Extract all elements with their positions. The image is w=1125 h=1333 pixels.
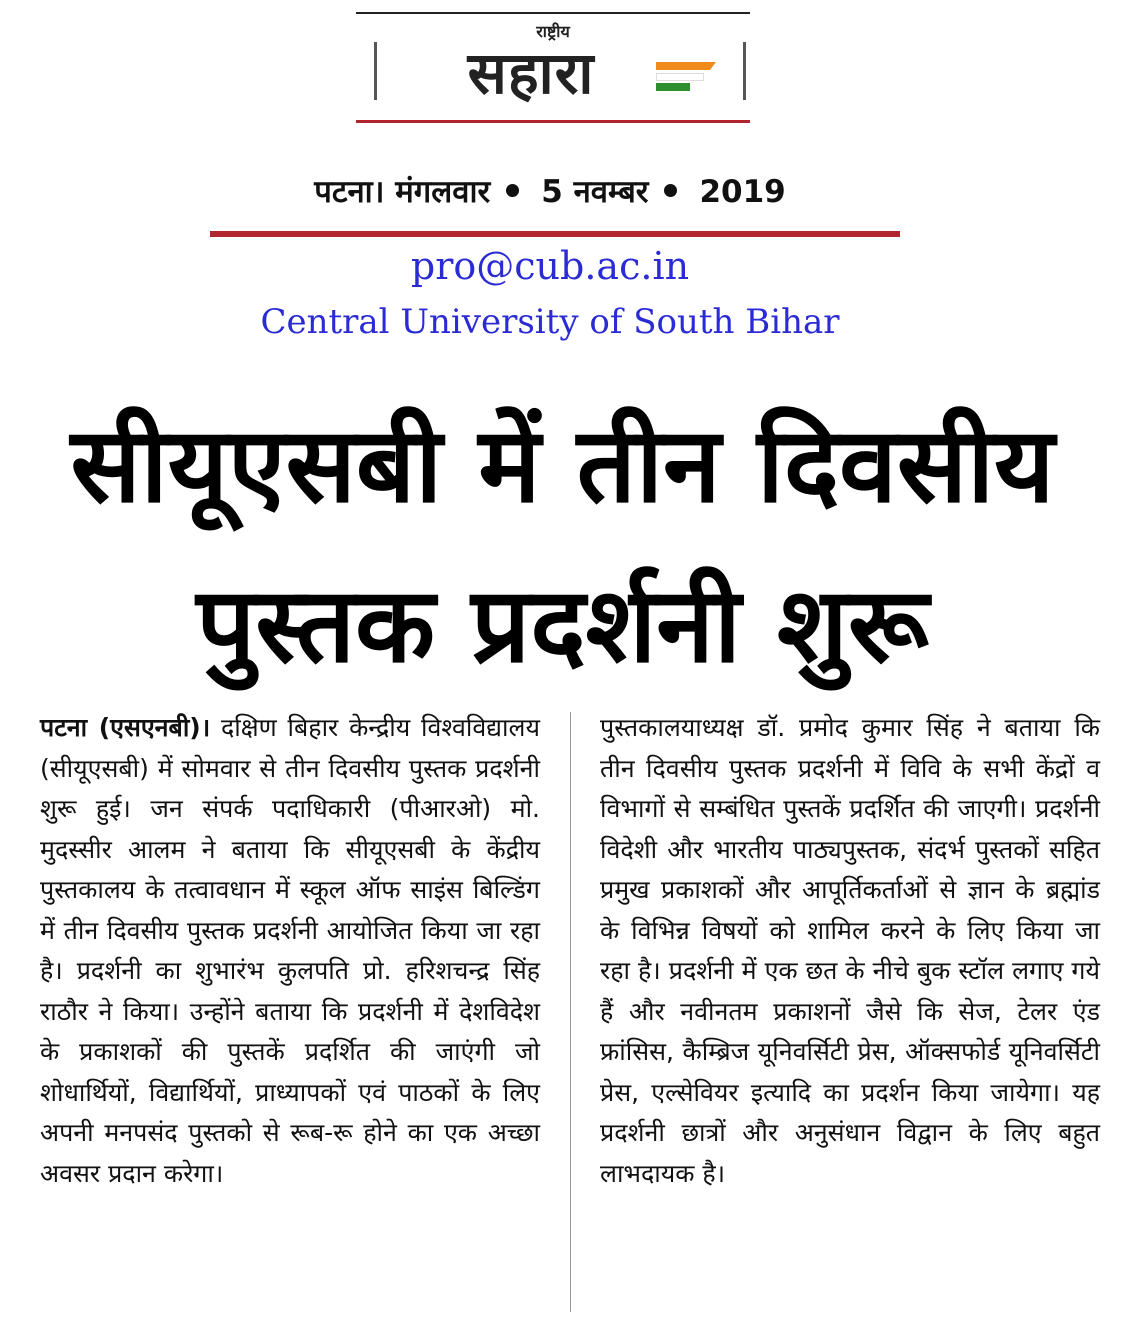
headline-line-1: सीयूएसबी में तीन दिवसीय bbox=[70, 404, 1055, 526]
article-column-1-text: दक्षिण बिहार केन्द्रीय विश्वविद्यालय (सीयूएसबी) में सोमवार से तीन दिवसीय पुस्तक प्रदर्शनी शुरू हुई। जन संपर्क पदाधिकारी (पीआरओ) मो. मुदस्सीर आलम ने बताया कि सीयूएसबी के केंद्रीय पुस्तकालय के तत्वावधान में स्कूल ऑफ साइंस बिल्डिंग में तीन दिवसीय पुस्तक प्रदर्शनी आयोजित किया जा रहा है। प्रदर्शनी का शुभारंभ कुलपति प्रो. हरिशचन्द्र सिंह राठौर ने किया। उन्होंने बताया कि प्रदर्शनी में देशविदेश के प्रकाशकों की पुस्तकें प्रदर्शित की जाएंगी जो शोधार्थियों, विद्यार्थियों, प्राध्यापकों एवं पाठकों के लिए अपनी मनपसंद पुस्तको से रूब-रू होने का एक अच्छा अवसर प्रदान करेगा। bbox=[40, 713, 540, 1188]
headline-line-2: पुस्तक प्रदर्शनी शुरू bbox=[196, 564, 929, 686]
masthead-small-text: राष्ट्रीय bbox=[536, 22, 570, 41]
university-name: Central University of South Bihar bbox=[260, 302, 840, 342]
dateline-city: पटना। bbox=[314, 174, 385, 210]
masthead-left-bar bbox=[374, 42, 377, 100]
column-divider bbox=[570, 712, 571, 1312]
article-column-2-text: पुस्तकालयाध्यक्ष डॉ. प्रमोद कुमार सिंह ने बताया कि तीन दिवसीय पुस्तक प्रदर्शनी में विवि के सभी केंद्रों व विभागों से सम्बंधित पुस्तकें प्रदर्शित की जाएगी। प्रदर्शनी विदेशी और भारतीय पाठ्यपुस्तक, संदर्भ पुस्तकों सहित प्रमुख प्रकाशकों और आपूर्तिकर्ताओं से ज्ञान के ब्रह्मांड के विभिन्न विषयों को शामिल करने के लिए किया जा रहा है। प्रदर्शनी में एक छत के नीचे बुक स्टॉल लगाए गये हैं और नवीनतम प्रकाशनों जैसे कि सेज, टेलर एंड फ्रांसिस, कैम्ब्रिज यूनिवर्सिटी प्रेस, ऑक्सफोर्ड यूनिवर्सिटी प्रेस, एल्सेवियर इत्यादि का प्रदर्शन किया जायेगा। यह प्रदर्शनी छात्रों और अनुसंधान विद्वान के लिए बहुत लाभदायक है। bbox=[600, 713, 1100, 1188]
dateline-date: 5 नवम्बर bbox=[541, 174, 649, 210]
contact-email: pro@cub.ac.in bbox=[410, 244, 690, 288]
article-column-2 bbox=[600, 708, 1100, 1194]
dateline-day: मंगलवार bbox=[395, 174, 491, 210]
masthead-logo-text: सहारा bbox=[467, 39, 595, 107]
masthead-top-rule bbox=[356, 12, 750, 14]
masthead bbox=[356, 12, 750, 124]
masthead-bottom-rule bbox=[356, 120, 750, 123]
bullet-dot-icon bbox=[506, 184, 519, 197]
dateline bbox=[200, 170, 900, 212]
article-lead: पटना (एसएनबी)। bbox=[40, 713, 211, 742]
masthead-right-bar bbox=[743, 42, 746, 100]
tricolor-flag-icon bbox=[656, 62, 716, 92]
dateline-rule bbox=[210, 231, 900, 237]
article-column-1 bbox=[40, 708, 540, 1194]
bullet-dot-icon bbox=[664, 184, 677, 197]
dateline-year: 2019 bbox=[699, 174, 786, 210]
